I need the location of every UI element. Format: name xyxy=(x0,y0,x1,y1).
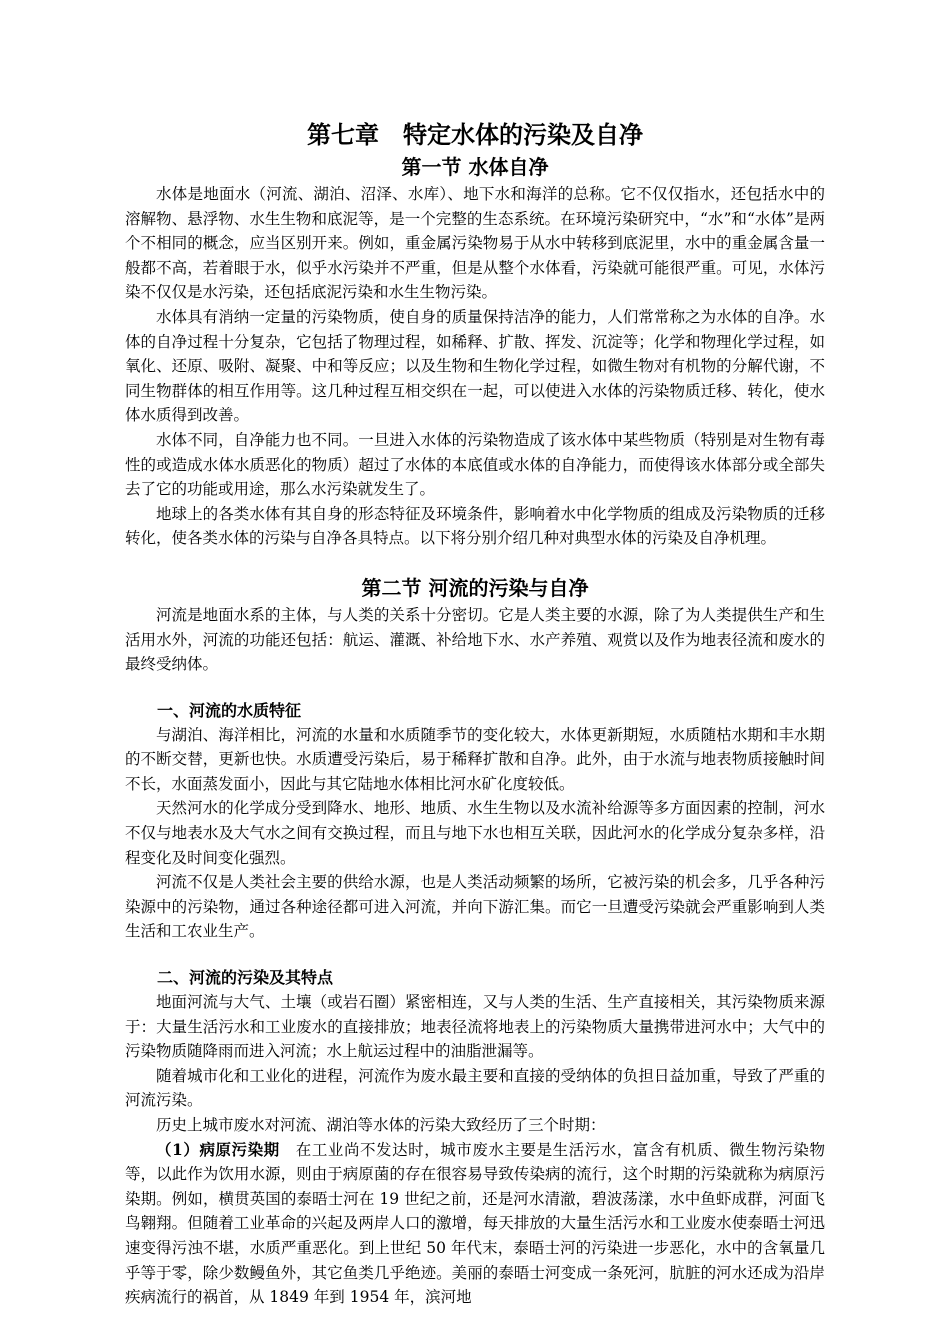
paragraph: 与湖泊、海洋相比，河流的水量和水质随季节的变化较大，水体更新期短，水质随枯水期和丰水期的不断交替，更新也快。水质遭受污染后，易于稀释扩散和自净。此外，由于水流与地表物质接触时间不长，水面蒸发面小，因此与其它陆地水体相比河水矿化度较低。 xyxy=(125,725,825,793)
paragraph: 水体不同，自净能力也不同。一旦进入水体的污染物造成了该水体中某些物质（特别是对生物有毒性的或造成水体水质恶化的物质）超过了水体的本底值或水体的自净能力，而使得该水体部分或全部失去了它的功能或用途，那么水污染就发生了。 xyxy=(125,430,825,499)
paragraph: 河流是地面水系的主体，与人类的关系十分密切。它是人类主要的水源，除了为人类提供生产和生活用水外，河流的功能还包括：航运、灌溉、补给地下水、水产养殖、观赏以及作为地表径流和废水的最终受纳体。 xyxy=(125,605,825,674)
chapter-title: 第七章 特定水体的污染及自净 xyxy=(307,120,643,149)
section-title-2: 第二节 河流的污染与自净 xyxy=(361,575,589,600)
subheading-water-quality: 一、河流的水质特征 xyxy=(157,700,302,720)
stage-1-lead: （1）病原污染期 xyxy=(156,1139,280,1159)
subheading-pollution: 二、河流的污染及其特点 xyxy=(157,968,334,988)
paragraph: 水体是地面水（河流、湖泊、沼泽、水库）、地下水和海洋的总称。它不仅仅指水，还包括水中的溶解物、悬浮物、水生生物和底泥等，是一个完整的生态系统。在环境污染研究中，“水”和“水体”是两个不相同的概念，应当区别开来。例如，重金属污染物易于从水中转移到底泥里，水中的重金属含量一般都不高，若着眼于水，似乎水污染并不严重，但是从整个水体看，污染就可能很严重。可见，水体污染不仅仅是水污染，还包括底泥污染和水生生物污染。 xyxy=(125,185,825,302)
page-content xyxy=(125,118,825,1310)
paragraph: 地球上的各类水体有其自身的形态特征及环境条件，影响着水中化学物质的组成及污染物质的迁移转化，使各类水体的污染与自净各具特点。以下将分别介绍几种对典型水体的污染及自净机理。 xyxy=(125,504,825,548)
paragraph: 河流不仅是人类社会主要的供给水源，也是人类活动频繁的场所，它被污染的机会多，几乎各种污染源中的污染物，通过各种途径都可进入河流，并向下游汇集。而它一旦遭受污染就会严重影响到人类生活和工农业生产。 xyxy=(125,873,825,941)
paragraph: 地面河流与大气、土壤（或岩石圈）紧密相连，又与人类的生活、生产直接相关，其污染物质来源于：大量生活污水和工业废水的直接排放；地表径流将地表上的污染物质大量携带进河水中；大气中的污染物质随降雨而进入河流；水上航运过程中的油脂泄漏等。 xyxy=(125,993,825,1061)
paragraph-stage-1 xyxy=(125,1138,825,1310)
paragraph: 历史上城市废水对河流、湖泊等水体的污染大致经历了三个时期： xyxy=(156,1116,606,1134)
paragraph: 随着城市化和工业化的进程，河流作为废水最主要和直接的受纳体的负担日益加重，导致了严重的河流污染。 xyxy=(125,1066,825,1110)
section-title-1: 第一节 水体自净 xyxy=(401,155,549,179)
paragraph: 天然河水的化学成分受到降水、地形、地质、水生生物以及水流补给源等多方面因素的控制，河水不仅与地表水及大气水之间有交换过程，而且与地下水也相互关联，因此河水的化学成分复杂多样，沿程变化及时间变化强烈。 xyxy=(125,799,825,867)
paragraph: 水体具有消纳一定量的污染物质，使自身的质量保持洁净的能力，人们常常称之为水体的自净。水体的自净过程十分复杂，它包括了物理过程，如稀释、扩散、挥发、沉淀等；化学和物理化学过程，如氧化、还原、吸附、凝聚、中和等反应；以及生物和生物化学过程，如微生物对有机物的分解代谢，不同生物群体的相互作用等。这几种过程互相交织在一起，可以使进入水体的污染物质迁移、转化，使水体水质得到改善。 xyxy=(125,307,825,425)
stage-1-text: 在工业尚不发达时，城市废水主要是生活污水，富含有机质、微生物污染物等，以此作为饮用水源，则由于病原菌的存在很容易导致传染病的流行，这个时期的污染就称为病原污染期。例如，横贯英国的泰晤士河在 19 世纪之前，还是河水清澈，碧波荡漾，水中鱼虾成群，河面飞鸟翱翔。但随着工业革命的兴起及两岸人口的激增，每天排放的大量生活污水和工业废水使泰晤士河迅速变得污浊不堪，水质严重恶化。到上世纪 50 年代末，泰晤士河的污染进一步恶化，水中的含氧量几乎等于零，除少数鳗鱼外，其它鱼类几乎绝迹。美丽的泰晤士河变成一条死河，肮脏的河水还成为沿岸疾病流行的祸首，从 1849 年到 1954 年，滨河地 xyxy=(125,1140,825,1307)
